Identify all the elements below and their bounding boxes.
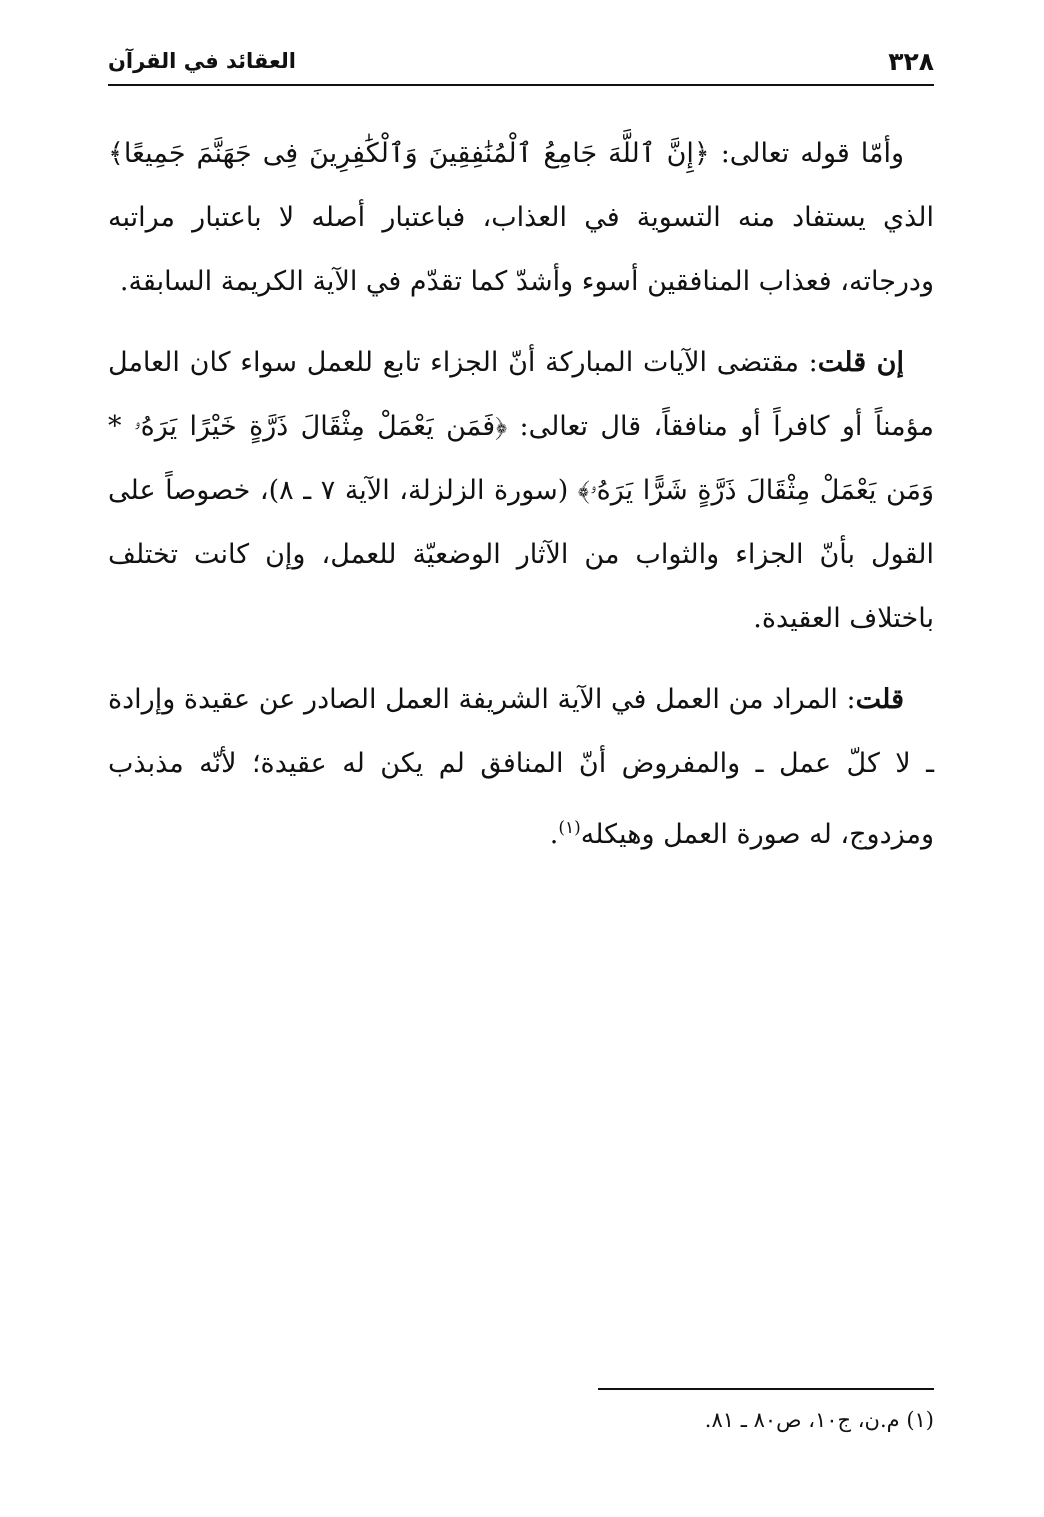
- quran-verse-1: ﴿إِنَّ ٱللَّهَ جَامِعُ ٱلْمُنَٰفِقِينَ وَٱلْكَٰفِرِينَ فِى جَهَنَّمَ جَمِيعًا﴾: [108, 138, 710, 169]
- paragraph-2: [108, 331, 934, 651]
- keyword-answer: قلت: [855, 684, 904, 715]
- page-body: [108, 122, 934, 884]
- paragraph-3-text: : المراد من العمل في الآية الشريفة العمل الصادر عن عقيدة وإرادة ـ لا كلّ عمل ـ والمفروض أنّ المنافق لم يكن له عقيدة؛ لأنّه مذبذب ومزدوج، له صورة العمل وهيكله: [108, 684, 934, 850]
- footnote-reference: (١): [558, 818, 581, 838]
- keyword-objection: إن قلت: [817, 347, 904, 378]
- footnote: (١) م.ن، ج١٠، ص٨٠ ـ ٨١.: [704, 1408, 934, 1432]
- paragraph-1-lead: وأمّا قوله تعالى:: [709, 138, 905, 169]
- paragraph-1: [108, 122, 934, 314]
- footnote-divider: [598, 1388, 934, 1390]
- page-number: ٣٢٨: [888, 46, 934, 76]
- paragraph-3: [108, 668, 934, 867]
- running-title: العقائد في القرآن: [108, 49, 296, 73]
- page-header: [108, 38, 934, 86]
- paragraph-3-end: .: [549, 819, 559, 850]
- paragraph-2-text-1: : مقتضى الآيات المباركة أنّ الجزاء تابع للعمل سواء كان العامل مؤمناً أو كافراً أو منافقاً، قال تعالى:: [108, 347, 934, 442]
- paragraph-1-text: الذي يستفاد منه التسوية في العذاب، فباعتبار أصله لا باعتبار مراتبه ودرجاته، فعذاب المنافقين أسوء وأشدّ كما تقدّم في الآية الكريمة السابقة.: [108, 202, 934, 297]
- paragraph-2-text-2: (سورة الزلزلة، الآية ٧ ـ ٨)، خصوصاً على القول بأنّ الجزاء والثواب من الآثار الوضعيّة للعمل، وإن كانت تختلف باختلاف العقيدة.: [108, 475, 934, 634]
- quran-verse-2: ﴿فَمَن يَعْمَلْ مِثْقَالَ ذَرَّةٍ خَيْرًا يَرَهُۥ * وَمَن يَعْمَلْ مِثْقَالَ ذَرَّةٍ شَرًّا يَرَهُۥ﴾: [108, 411, 935, 506]
